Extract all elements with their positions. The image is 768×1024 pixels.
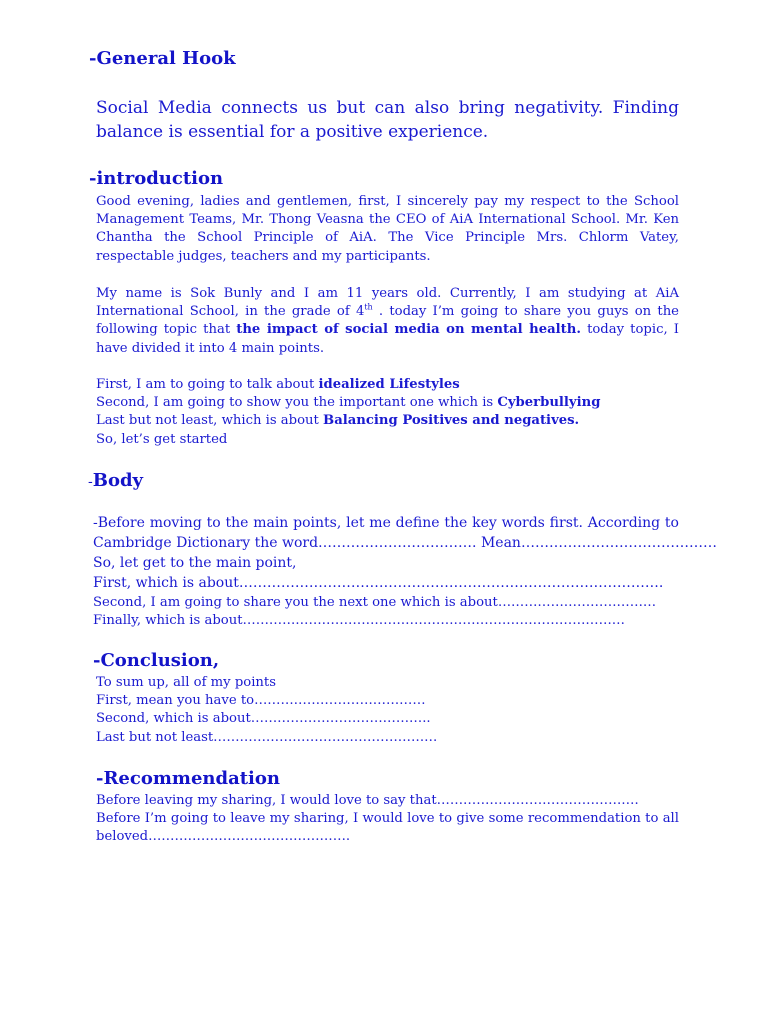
conclusion-line-4: Last but not least…………………………………………… (96, 729, 438, 745)
point-last-text: Last but not least, which is about (96, 413, 324, 429)
recommendation-line-3: beloved………………………………………. (96, 829, 351, 845)
introduction-self-paragraph (96, 285, 679, 358)
point-second-text: Second, I am going to show you the important one which is (96, 395, 498, 411)
introduction-points-list (96, 376, 686, 449)
recommendation-paragraph (96, 792, 679, 847)
conclusion-line-3: Second, which is about………………………………….. (96, 711, 431, 727)
body-line-5: Second, I am going to share you the next one which is about……………………………… (93, 595, 657, 610)
introduction-heading: -introduction (89, 168, 224, 189)
point-last-bold: Balancing Positives and negatives. (323, 413, 580, 429)
body-heading (88, 470, 143, 493)
lets-get-started: So, let’s get started (96, 431, 228, 447)
recommendation-heading: -Recommendation (96, 768, 280, 789)
self-intro-text-b: . today I’m going to share you guys on the following topic that (96, 304, 679, 338)
introduction-greeting-paragraph: Good evening, ladies and gentlemen, first, I sincerely pay my respect to the School Management Teams, Mr. Thong Veasna the CEO of AiA International School. Mr. Ken Chantha the School Principle of AiA. The Vice Principle Mrs. Chlorm Vatey, respectable judges, teachers and my participants. (96, 194, 679, 264)
conclusion-line-1: To sum up, all of my points (96, 675, 276, 690)
body-heading-dash: - (88, 474, 93, 490)
body-line-3: So, let get to the main point, (93, 555, 297, 571)
point-second (96, 394, 686, 412)
recommendation-line-2: Before I’m going to leave my sharing, I would love to give some recommendation to all (96, 811, 679, 827)
general-hook-heading: -General Hook (89, 48, 236, 69)
conclusion-list (96, 674, 686, 747)
point-second-bold: Cyberbullying (497, 395, 601, 411)
point-first-bold: idealized Lifestyles (318, 377, 460, 392)
topic-bold: the impact of social media on mental health. (236, 322, 581, 338)
conclusion-heading: -Conclusion, (93, 650, 220, 671)
recommendation-line-1: Before leaving my sharing, I would love to say that………………………………………. (96, 793, 639, 808)
body-line-6: Finally, which is about…………………………………………………………………………… (93, 613, 625, 629)
point-first-text: First, I am to going to talk about (96, 377, 319, 392)
point-last (96, 412, 686, 430)
body-line-2: Cambridge Dictionary the word……………………………. Mean…………………………………… (93, 535, 717, 551)
body-line-1: -Before moving to the main points, let me define the key words first. According to (93, 515, 679, 531)
self-intro-text-c: today topic, I have divided it into 4 main points. (96, 322, 679, 356)
body-paragraph (93, 513, 717, 593)
point-first (96, 376, 686, 394)
general-hook-text: Social Media connects us but can also bring negativity. Finding balance is essential for a positive experience. (96, 98, 679, 142)
ordinal-suffix: th (364, 302, 373, 312)
body-heading-text: Body (92, 470, 143, 491)
conclusion-line-2: First, mean you have to………………………………… (96, 693, 426, 709)
body-line-4: First, which is about………………………………………………………………………………. (93, 575, 664, 591)
body-paragraph-small (93, 594, 683, 630)
self-intro-text-a: My name is Sok Bunly and I am 11 years old. Currently, I am studying at AiA International School, in the grade of 4 (96, 286, 679, 320)
